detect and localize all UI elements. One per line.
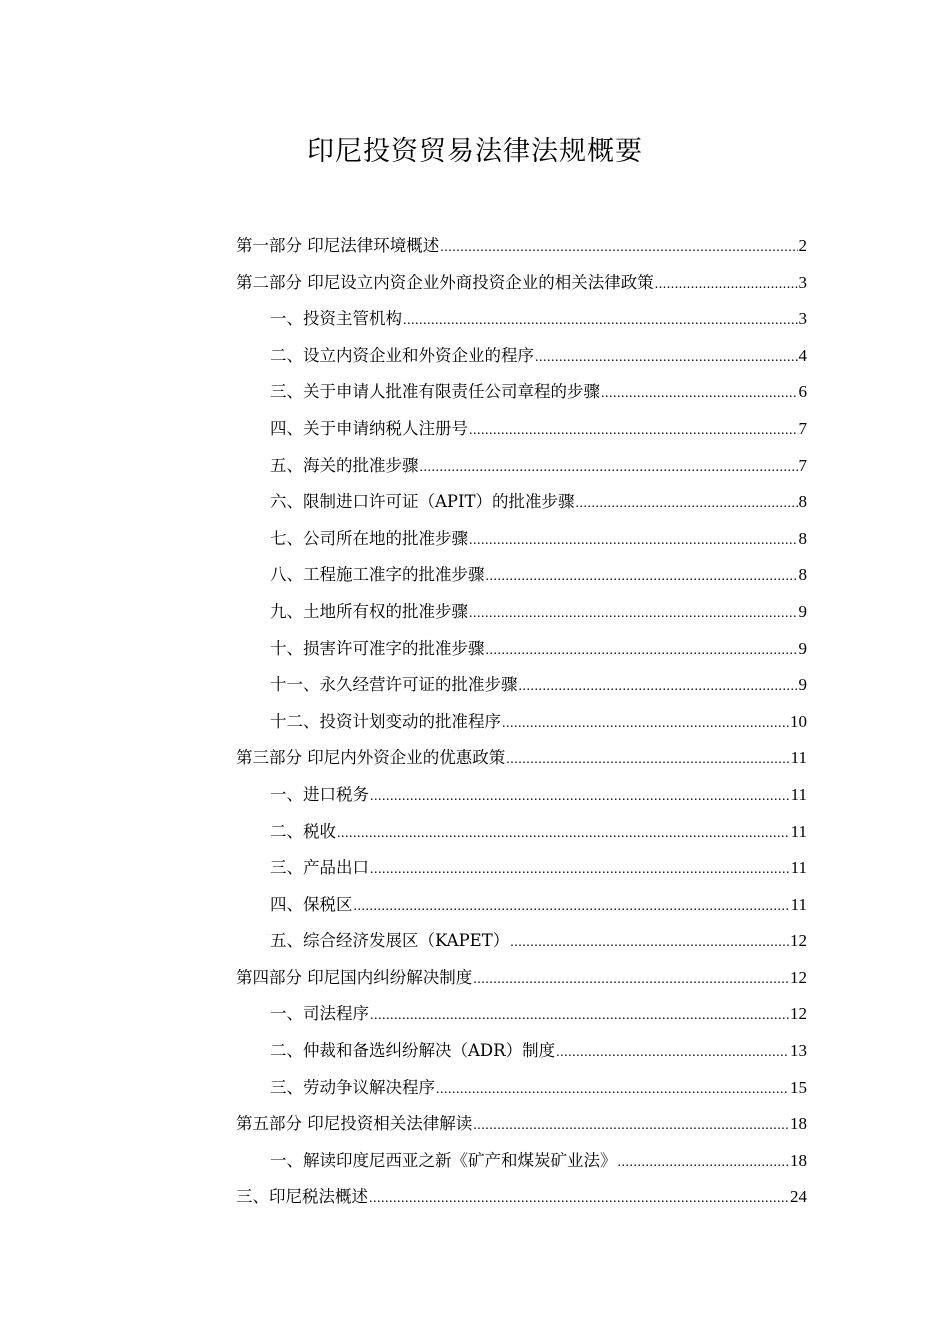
toc-dot-leader <box>469 413 798 450</box>
toc-page-number: 11 <box>790 784 807 804</box>
toc-entry-label: 第三部分 印尼内外资企业的优惠政策 <box>236 748 506 768</box>
toc-page-number: 11 <box>790 858 807 878</box>
toc-page-number: 12 <box>790 1004 807 1024</box>
toc-page-number: 4 <box>798 345 807 365</box>
toc-dot-leader <box>556 1035 789 1072</box>
toc-page-number: 9 <box>798 638 807 658</box>
toc-entry[interactable] <box>236 228 807 265</box>
toc-entry[interactable] <box>236 594 807 631</box>
toc-dot-leader <box>370 852 790 889</box>
toc-dot-leader <box>369 1181 789 1218</box>
toc-entry[interactable] <box>236 521 807 558</box>
toc-entry[interactable] <box>236 1179 807 1216</box>
toc-dot-leader <box>601 376 798 413</box>
toc-entry-label: 一、司法程序 <box>270 1004 369 1024</box>
toc-entry[interactable] <box>236 923 807 960</box>
toc-page-number: 12 <box>790 931 807 951</box>
toc-dot-leader <box>337 816 790 853</box>
toc-entry-label: 第五部分 印尼投资相关法律解读 <box>236 1114 473 1134</box>
toc-entry-label: 七、公司所在地的批准步骤 <box>270 528 468 548</box>
toc-entry[interactable] <box>236 1143 807 1180</box>
toc-entry-label: 三、劳动争议解决程序 <box>270 1077 435 1097</box>
toc-entry[interactable] <box>236 1070 807 1107</box>
toc-entry-label: 四、保税区 <box>270 894 353 914</box>
toc-entry[interactable] <box>236 1033 807 1070</box>
toc-dot-leader <box>519 669 798 706</box>
toc-page-number: 7 <box>798 418 807 438</box>
toc-page-number: 6 <box>798 382 807 402</box>
toc-entry[interactable] <box>236 301 807 338</box>
toc-entry[interactable] <box>236 704 807 741</box>
toc-page-number: 3 <box>798 309 807 329</box>
toc-dot-leader <box>473 962 789 999</box>
toc-dot-leader <box>370 779 790 816</box>
toc-entry[interactable] <box>236 740 807 777</box>
toc-dot-leader <box>502 706 789 743</box>
toc-entry-label: 十一、永久经营许可证的批准步骤 <box>270 675 518 695</box>
toc-entry[interactable] <box>236 960 807 997</box>
toc-page-number: 10 <box>790 711 807 731</box>
toc-entry-label: 一、解读印度尼西亚之新《矿产和煤炭矿业法》 <box>270 1150 617 1170</box>
toc-entry-label: 九、土地所有权的批准步骤 <box>270 601 468 621</box>
toc-dot-leader <box>486 559 798 596</box>
toc-entry-label: 五、海关的批准步骤 <box>270 455 419 475</box>
toc-entry[interactable] <box>236 887 807 924</box>
toc-entry-label: 二、设立内资企业和外资企业的程序 <box>270 345 534 365</box>
toc-page-number: 11 <box>790 894 807 914</box>
toc-entry[interactable] <box>236 631 807 668</box>
toc-entry[interactable] <box>236 411 807 448</box>
toc-entry-label: 二、税收 <box>270 821 336 841</box>
toc-page-number: 8 <box>798 528 807 548</box>
toc-page-number: 8 <box>798 565 807 585</box>
toc-page-number: 11 <box>790 821 807 841</box>
toc-entry-label: 五、综合经济发展区（KAPET） <box>270 931 510 951</box>
toc-entry[interactable] <box>236 814 807 851</box>
toc-entry-label: 十、损害许可准字的批准步骤 <box>270 638 485 658</box>
toc-page-number: 7 <box>798 455 807 475</box>
toc-page-number: 13 <box>790 1041 807 1061</box>
toc-entry-label: 第一部分 印尼法律环境概述 <box>236 236 440 255</box>
toc-page-number: 15 <box>790 1077 807 1097</box>
table-of-contents <box>236 228 807 1216</box>
toc-dot-leader <box>370 998 789 1035</box>
document-title: 印尼投资贸易法律法规概要 <box>307 136 643 167</box>
toc-page-number: 24 <box>790 1187 807 1207</box>
toc-page-number: 18 <box>790 1150 807 1170</box>
toc-page-number: 18 <box>790 1114 807 1134</box>
toc-dot-leader <box>510 925 789 962</box>
toc-page-number: 2 <box>798 236 807 255</box>
toc-entry[interactable] <box>236 374 807 411</box>
toc-entry-label: 一、进口税务 <box>270 784 369 804</box>
toc-entry-label: 第四部分 印尼国内纠纷解决制度 <box>236 967 473 987</box>
toc-entry-label: 第二部分 印尼设立内资企业外商投资企业的相关法律政策 <box>236 272 654 292</box>
toc-page-number: 12 <box>790 967 807 987</box>
toc-entry[interactable] <box>236 850 807 887</box>
toc-entry-label: 四、关于申请纳税人注册号 <box>270 418 468 438</box>
toc-entry[interactable] <box>236 777 807 814</box>
toc-entry[interactable] <box>236 448 807 485</box>
toc-entry-label: 八、工程施工准字的批准步骤 <box>270 565 485 585</box>
toc-dot-leader <box>486 633 798 670</box>
toc-entry[interactable] <box>236 484 807 521</box>
toc-dot-leader <box>576 486 798 523</box>
toc-entry[interactable] <box>236 557 807 594</box>
toc-entry[interactable] <box>236 265 807 302</box>
toc-entry-label: 六、限制进口许可证（APIT）的批准步骤 <box>270 492 575 512</box>
toc-entry-label: 十二、投资计划变动的批准程序 <box>270 711 501 731</box>
toc-page-number: 9 <box>798 601 807 621</box>
toc-dot-leader <box>440 230 797 267</box>
toc-dot-leader <box>403 303 798 340</box>
toc-page-number: 11 <box>790 748 807 768</box>
toc-dot-leader <box>473 1108 789 1145</box>
toc-dot-leader <box>469 523 798 560</box>
toc-entry[interactable] <box>236 1106 807 1143</box>
toc-entry[interactable] <box>236 667 807 704</box>
toc-dot-leader <box>469 596 798 633</box>
toc-entry[interactable] <box>236 338 807 375</box>
toc-dot-leader <box>420 450 798 487</box>
toc-dot-leader <box>655 267 798 304</box>
toc-entry-label: 三、产品出口 <box>270 858 369 878</box>
toc-page-number: 3 <box>798 272 807 292</box>
toc-dot-leader <box>354 889 790 926</box>
toc-dot-leader <box>506 742 789 779</box>
toc-page-number: 8 <box>798 492 807 512</box>
toc-entry-label: 三、关于申请人批准有限责任公司章程的步骤 <box>270 382 600 402</box>
toc-page-number: 9 <box>798 675 807 695</box>
toc-dot-leader <box>436 1072 789 1109</box>
toc-dot-leader <box>618 1145 790 1182</box>
toc-entry-label: 三、印尼税法概述 <box>236 1187 368 1207</box>
toc-entry[interactable] <box>236 996 807 1033</box>
toc-entry-label: 一、投资主管机构 <box>270 309 402 329</box>
toc-entry-label: 二、仲裁和备选纠纷解决（ADR）制度 <box>270 1041 556 1061</box>
toc-dot-leader <box>535 340 798 377</box>
